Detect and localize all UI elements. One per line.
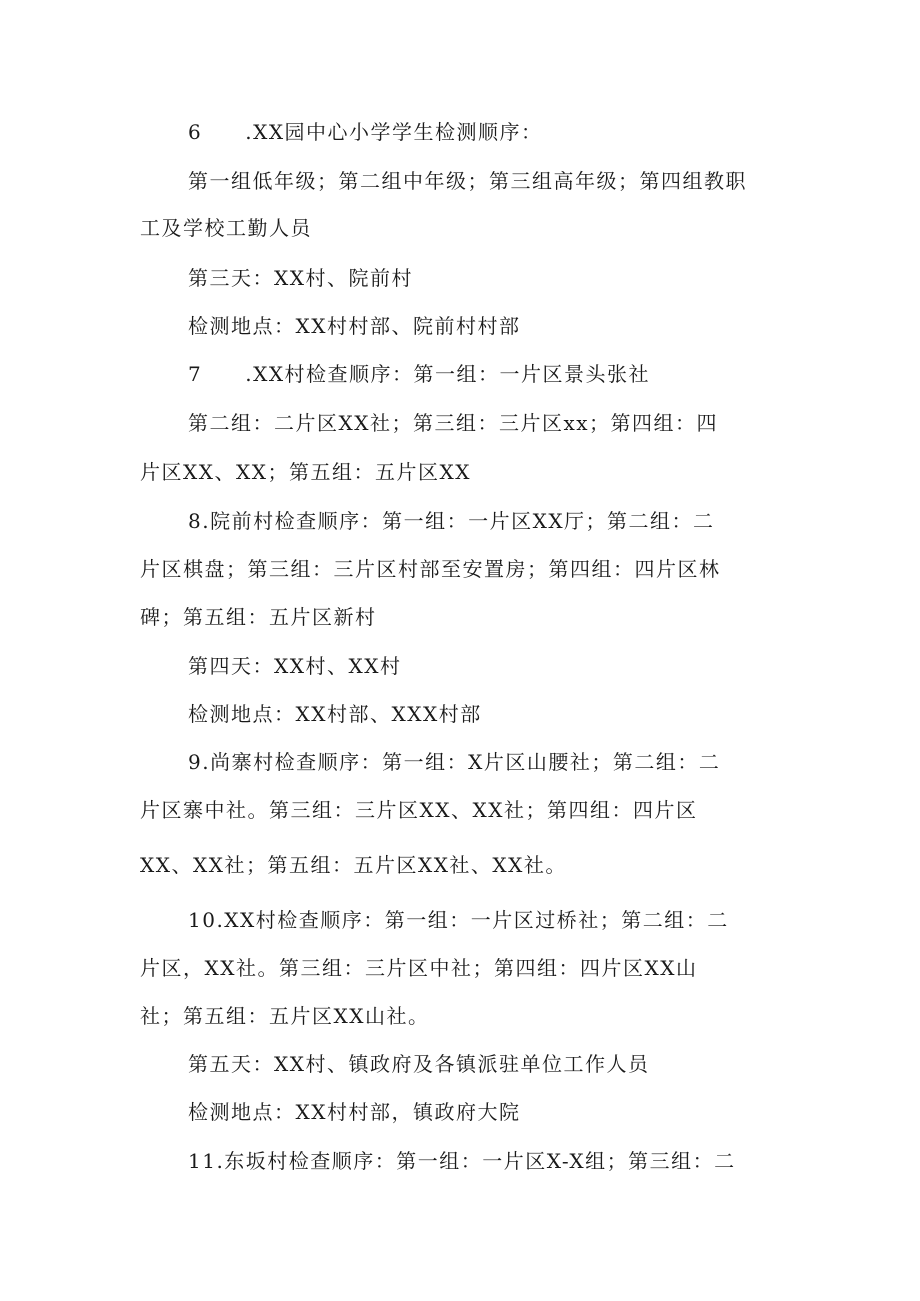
day-5-heading: 第五天：XX村、镇政府及各镇派驻单位工作人员: [188, 1052, 650, 1076]
grade-order-line-2: 工及学校工勤人员: [140, 216, 312, 240]
item-8-line-3: 碑；第五组：五片区新村: [140, 605, 377, 629]
item-9-line-2: 片区寨中社。第三组：三片区XX、XX社；第四组：四片区: [140, 798, 698, 822]
item-7-line-1: 7 .XX村检查顺序：第一组：一片区景头张社: [188, 362, 651, 386]
item-10-line-2: 片区，XX社。第三组：三片区中社；第四组：四片区XX山: [140, 956, 698, 980]
item-7-line-3: 片区XX、XX；第五组：五片区XX: [140, 460, 471, 484]
item-9-line-3: XX、XX社；第五组：五片区XX社、XX社。: [140, 853, 567, 877]
day-5-location: 检测地点：XX村村部，镇政府大院: [188, 1100, 521, 1124]
day-3-heading: 第三天：XX村、院前村: [188, 266, 413, 290]
day-3-location: 检测地点：XX村村部、院前村村部: [188, 314, 521, 338]
item-6-heading: 6 .XX园中心小学学生检测顺序：: [188, 120, 543, 144]
item-8-line-2: 片区棋盘；第三组：三片区村部至安置房；第四组：四片区林: [140, 557, 721, 581]
item-11-line-1: 11.东坂村检查顺序：第一组：一片区X-X组；第三组：二: [188, 1149, 736, 1173]
day-4-location: 检测地点：XX村部、XXX村部: [188, 702, 482, 726]
item-10-line-3: 社；第五组：五片区XX山社。: [140, 1004, 430, 1028]
item-7-line-2: 第二组：二片区XX社；第三组：三片区xx；第四组：四: [188, 411, 719, 435]
item-9-line-1: 9.尚寨村检查顺序：第一组：X片区山腰社；第二组：二: [188, 750, 721, 774]
day-4-heading: 第四天：XX村、XX村: [188, 654, 402, 678]
item-8-line-1: 8.院前村检查顺序：第一组：一片区XX厅；第二组：二: [188, 509, 715, 533]
grade-order-line-1: 第一组低年级；第二组中年级；第三组高年级；第四组教职: [188, 169, 747, 193]
item-10-line-1: 10.XX村检查顺序：第一组：一片区过桥社；第二组：二: [188, 908, 729, 932]
